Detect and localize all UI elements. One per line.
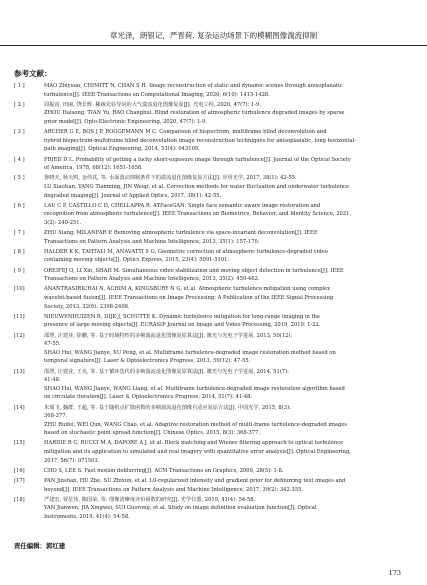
reference-text	[44, 332, 414, 366]
reference-line: presence of large moving objects[J]. EURASIP Journal on Image and Video Processing, 2019, 2019: 1-22.	[44, 322, 321, 329]
reference-line: 3(2): 240-251.	[44, 219, 82, 226]
reference-text	[44, 467, 414, 476]
reference-item	[14, 248, 414, 265]
reference-line: 47-55.	[44, 341, 61, 348]
reference-text	[44, 439, 414, 465]
reference-item	[14, 439, 414, 465]
reference-line: 周振宙, 田丽, 饶长辉. 稀疏先验导向的大气湍流退化图像复原[J]. 光电工程, 2020, 47(7): 1-9.	[44, 101, 261, 108]
reference-line: temporal signature[J]. Laser & Optoelectronics Progress, 2013, 50(12): 47-55.	[44, 358, 251, 365]
reference-line: ZHOU Haisong, TIAN Yu, RAO Changhui. Blind restoration of atmospheric turbulence degraded images by sparse	[44, 110, 345, 117]
reference-number: [ 9 ]	[14, 267, 25, 274]
reference-text	[44, 174, 414, 200]
reference-number: [10]	[14, 286, 25, 293]
reference-line: NIEUWENHUIZEN R, DIJK J, SCHUTTE K. Dynamic turbulence mitigation for long-range imaging in the	[44, 313, 320, 320]
reference-line: mitigation and its application to simulated and real imagery with quantitative error analysis[J]. Optical Engineering,	[44, 449, 351, 456]
reference-line: ZHU Ruifei, WEI Qun, WANG Chao, et al. Adaptive restoration method of multi-frame turbulence-degraded images	[44, 421, 348, 428]
references-title: 参考文献：	[14, 69, 52, 78]
reference-line: 鲁晓天, 杨天鸣, 金伟其, 等. 水面波动抑制条件下的湍流退化图像复原方法[J]. 应用光学, 2017, 38(1): 42-55.	[44, 175, 297, 182]
reference-line: ZHU Xiang, MILANFAR P. Removing atmospheric turbulence via space-invariant deconvolution[J]. IEEE	[44, 230, 318, 237]
reference-line: 严建宏, 贾星伟, 陶国荣, 等. 图像清晰度评价函数的研究[J]. 光学仪器, 2019, 41(4): 54-58.	[44, 496, 256, 503]
reference-item	[14, 477, 414, 494]
reference-item	[14, 267, 414, 284]
reference-line: hybrid bispectrum-multiframe blind deconvolution image reconstruction techniques for anisoplanatic, long horizontal-	[44, 137, 357, 144]
reference-line: Transactions on Pattern Analysis and Machine Intelligence, 2013, 35(2): 450-462.	[44, 276, 260, 283]
reference-line: OREIFEJ O, LI Xin, SHAH M. Simultaneous video stabilization and moving object detection in turbulence[J]. IEEE	[44, 267, 344, 274]
reference-item	[14, 229, 414, 246]
reference-line: LAU C P, CASTILLO C D, CHELLAPPA R. ATFaceGAN: Single face semantic aware image restoration and	[44, 202, 321, 209]
reference-line: SHAO Hui, WANG Jianye, XU Peng, et al. Multiframe turbulence-degraded image restoration method based on	[44, 349, 336, 356]
reference-number: [ 7 ]	[14, 230, 25, 237]
responsible-editor: 责任编辑：郭红建	[14, 542, 66, 550]
reference-list	[14, 82, 414, 523]
reference-line: ARCHER G E, BOS J P, ROGGEMANN M C. Comparison of bispectrum, multiframe blind deconvolution and	[44, 129, 327, 136]
reference-text	[44, 229, 414, 246]
reference-number: [16]	[14, 467, 25, 474]
reference-number: [13]	[14, 368, 25, 375]
reference-item	[14, 101, 414, 127]
reference-line: YAN Jianwen, JIA Xingwei, SUI Guorong, et al. Study on image definition evaluation function[J]. Optical	[44, 505, 317, 512]
reference-item	[14, 285, 414, 311]
reference-line: recognition from atmospheric turbulence[J]. IEEE Transactions on Biometrics, Behavior, and Identity Science, 2021,	[44, 211, 352, 218]
reference-line: LU Xiaotian, YANG Tianming, JIN Weiqi, et al. Correction methods for water fluctuation and underwater turbulence	[44, 183, 350, 190]
reference-line: 邵慧, 汪建业, 王亮, 等. 基于循环迭代的多帧湍流退化图像复原算法[J]. 激光与光电子学进展, 2014, 51(7):	[44, 368, 289, 375]
reference-line: ANANTRASIRICHAI N, ACHIM A, KINGSBURY N G, et al. Atmospheric turbulence mitigation using complex	[44, 286, 331, 293]
reference-number: [12]	[14, 332, 25, 339]
reference-item	[14, 156, 414, 173]
reference-text	[44, 267, 414, 284]
reference-item	[14, 82, 414, 99]
reference-number: [ 4 ]	[14, 156, 25, 163]
reference-item	[14, 313, 414, 330]
reference-line: 368-377.	[44, 413, 68, 420]
reference-line: containing moving objects[J]. Optics Express, 2015, 23(4): 5091-5101.	[44, 257, 230, 264]
reference-text	[44, 313, 414, 330]
reference-line: Transactions on Pattern Analysis and Machine Intelligence, 2013, 35(1): 157-170.	[44, 238, 260, 245]
reference-line: CHO S, LEE S. Fast motion deblurring[J]. ACM Transactions on Graphics, 2009, 28(5): 1-8.	[44, 467, 284, 474]
reference-text	[44, 82, 414, 99]
reference-line: Society, 2013, 22(6): 2398-2408.	[44, 303, 130, 310]
reference-text	[44, 285, 414, 311]
reference-text	[44, 368, 414, 402]
reference-number: [18]	[14, 496, 25, 503]
reference-number: [14]	[14, 404, 25, 411]
reference-number: [11]	[14, 313, 25, 320]
reference-number: [ 8 ]	[14, 248, 25, 255]
reference-text	[44, 101, 414, 127]
reference-line: Instruments, 2019, 41(4): 54-58.	[44, 514, 130, 520]
reference-number: [ 3 ]	[14, 129, 25, 136]
reference-line: 41-48.	[44, 377, 61, 384]
reference-text	[44, 496, 414, 522]
reference-line: HARDIE R C, RUCCI M A, DAPORE A J, et al. Block matching and Wiener filtering approach to optical turbulence	[44, 440, 344, 447]
reference-line: of America, 1978, 68(12): 1651-1658.	[44, 165, 143, 172]
reference-number: [17]	[14, 478, 25, 485]
reference-line: 2017, 56(7): 071503.	[44, 457, 100, 464]
reference-item	[14, 496, 414, 522]
reference-text	[44, 248, 414, 265]
reference-item	[14, 128, 414, 154]
page-number: 173	[388, 569, 401, 577]
reference-number: [ 5 ]	[14, 175, 25, 182]
reference-line: wavelet-based fusion[J]. IEEE Transactions on Image Processing: A Publication of the IEEE Signal Processing	[44, 295, 334, 301]
reference-line: degraded imaging[J]. Journal of Applied Optics, 2017, 38(1): 42-55.	[44, 192, 222, 199]
reference-item	[14, 332, 414, 366]
reference-item	[14, 368, 414, 402]
running-head: 章光泽，朗银记，严晋荷. 复杂运动场景下的模糊图像湍流抑制	[109, 31, 318, 40]
reference-number: [ 2 ]	[14, 101, 25, 108]
reference-text	[44, 477, 414, 494]
reference-line: on circulate iteration[J]. Laser & Optoelectronics Progress, 2014, 51(7): 41-48.	[44, 394, 253, 401]
reference-line: MAO Zhiyuan, CHIMITT N, CHAN S H. Image reconstruction of static and dynamic scenes through anisoplanatic	[44, 83, 343, 89]
reference-line: FRIED D L. Probability of getting a lucky short-exposure image through turbulence[J]. Journal of the Optical Society	[44, 156, 351, 163]
reference-number: [ 6 ]	[14, 202, 25, 209]
reference-text	[44, 156, 414, 173]
reference-line: SHAO Hui, WANG Jianye, WANG Liang, et al. Multiframe turbulence-degraded image restoration algorithm based	[44, 385, 345, 392]
reference-text	[44, 404, 414, 438]
reference-number: [15]	[14, 440, 25, 447]
reference-item	[14, 174, 414, 200]
reference-line: turbulence[J]. IEEE Transactions on Computational Imaging, 2020, 6(10): 1415-1428.	[44, 91, 270, 98]
reference-line: path imaging[J]. Optical Engineering, 2014, 53(4): 043109.	[44, 146, 200, 153]
reference-line: based on stochastic point spread function[J]. Chinese Optics, 2015, 8(3): 368-377.	[44, 430, 261, 437]
reference-line: HALDER K K, TAHTALI M, ANAVATTI S G. Geometric correction of atmospheric turbulence-degraded video	[44, 248, 328, 255]
reference-item	[14, 202, 414, 228]
reference-number: [ 1 ]	[14, 83, 25, 89]
reference-line: 朱瑞飞, 魏群, 王超, 等. 基于随机点扩散函数的多帧湍流退化图像自适应复原方法[J]. 中国光学, 2015, 8(3):	[44, 404, 291, 411]
reference-line: prior model[J]. Opto-Electronic Engineering, 2020, 47(7): 1-9.	[44, 118, 207, 125]
reference-text	[44, 202, 414, 228]
reference-line: beyond[J]. IEEE Transactions on Pattern Analysis and Machine Intelligence, 2017, 39(2): 342-355.	[44, 486, 304, 493]
reference-line: PAN Jinshan, HU Zhe, SU Zhixun, et al. L0-regularized intensity and gradient prior for deblurring text images and	[44, 478, 346, 485]
reference-text	[44, 128, 414, 154]
reference-item	[14, 404, 414, 438]
reference-line: 邵慧, 汪建业, 徐鹏, 等. 基于时域特性的多帧湍流退化图像复原算法[J]. 激光与光电子学进展, 2013, 50(12):	[44, 332, 293, 339]
reference-item	[14, 467, 414, 476]
